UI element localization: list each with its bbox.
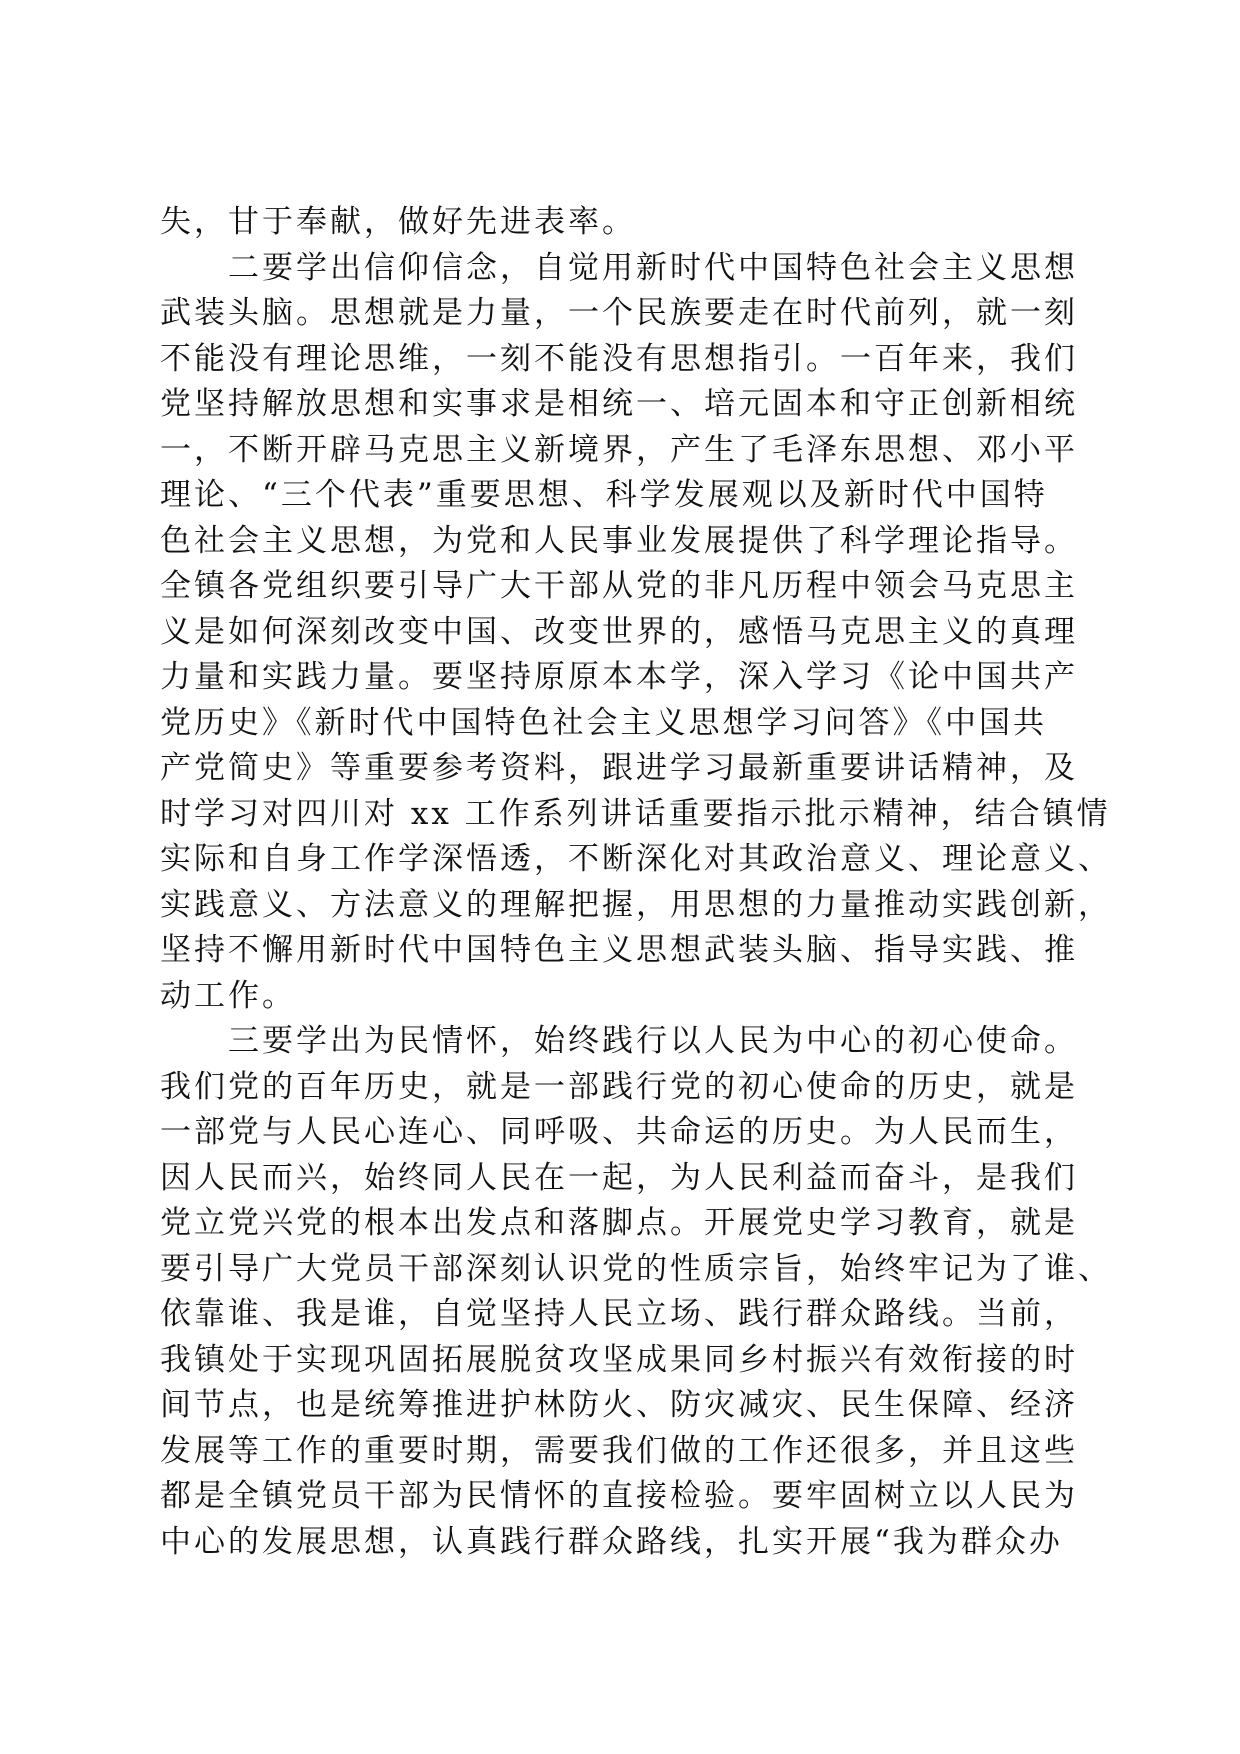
text-line: 一部党与人民心连心、同呼吸、共命运的历史。为人民而生， [160, 1114, 1078, 1150]
text-line: 党历史》《新时代中国特色社会主义思想学习问答》《中国共 [160, 704, 1047, 741]
text-line: 间节点，也是统筹推进护林防火、防灾减灾、民生保障、经济 [160, 1387, 1078, 1423]
text-line: 失，甘于奉献，做好先进表率。 [160, 204, 636, 240]
text-line: 时学习对四川对 xx 工作系列讲话重要指示批示精神，结合镇情 [160, 795, 1111, 832]
body-text [160, 200, 1112, 1565]
text-line: 实际和自身工作学深悟透，不断深化对其政治意义、理论意义、 [160, 841, 1112, 877]
text-line: 我镇处于实现巩固拓展脱贫攻坚成果同乡村振兴有效衔接的时 [160, 1341, 1078, 1378]
text-line: 因人民而兴，始终同人民在一起，为人民利益而奋斗，是我们 [160, 1159, 1078, 1196]
paragraph-start-line: 二要学出信仰信念，自觉用新时代中国特色社会主义思想 [228, 249, 1078, 286]
text-line: 一，不断开辟马克思主义新境界，产生了毛泽东思想、邓小平 [160, 431, 1078, 468]
text-line: 要引导广大党员干部深刻认识党的性质宗旨，始终牢记为了谁、 [160, 1250, 1112, 1287]
text-line: 依靠谁、我是谁，自觉坚持人民立场、践行群众路线。当前， [160, 1296, 1078, 1332]
text-line: 力量和实践力量。要坚持原原本本学，深入学习《论中国共产 [160, 659, 1078, 695]
text-line: 义是如何深刻改变中国、改变世界的，感悟马克思主义的真理 [160, 613, 1078, 650]
text-line: 党坚持解放思想和实事求是相统一、培元固本和守正创新相统 [160, 386, 1078, 422]
text-line: 党立党兴党的根本出发点和落脚点。开展党史学习教育，就是 [160, 1205, 1078, 1241]
text-line: 都是全镇党员干部为民情怀的直接检验。要牢固树立以人民为 [160, 1478, 1078, 1514]
text-line: 色社会主义思想，为党和人民事业发展提供了科学理论指导。 [160, 522, 1078, 559]
text-line: 我们党的百年历史，就是一部践行党的初心使命的历史，就是 [160, 1068, 1078, 1105]
text-line: 动工作。 [160, 977, 296, 1014]
text-line: 发展等工作的重要时期，需要我们做的工作还很多，并且这些 [160, 1432, 1078, 1469]
paragraph-start-line: 三要学出为民情怀，始终践行以人民为中心的初心使命。 [228, 1023, 1078, 1059]
text-line: 坚持不懈用新时代中国特色主义思想武装头脑、指导实践、推 [160, 932, 1078, 968]
text-line: 中心的发展思想，认真践行群众路线，扎实开展“我为群众办 [160, 1523, 1063, 1560]
text-line: 全镇各党组织要引导广大干部从党的非凡历程中领会马克思主 [160, 568, 1078, 604]
text-line: 实践意义、方法意义的理解把握，用思想的力量推动实践创新， [160, 886, 1112, 923]
text-line: 不能没有理论思维，一刻不能没有思想指引。一百年来，我们 [160, 340, 1078, 377]
text-line: 理论、“三个代表”重要思想、科学发展观以及新时代中国特 [160, 477, 1048, 513]
text-line: 武装头脑。思想就是力量，一个民族要走在时代前列，就一刻 [160, 295, 1078, 331]
text-line: 产党简史》等重要参考资料，跟进学习最新重要讲话精神，及 [160, 750, 1078, 786]
